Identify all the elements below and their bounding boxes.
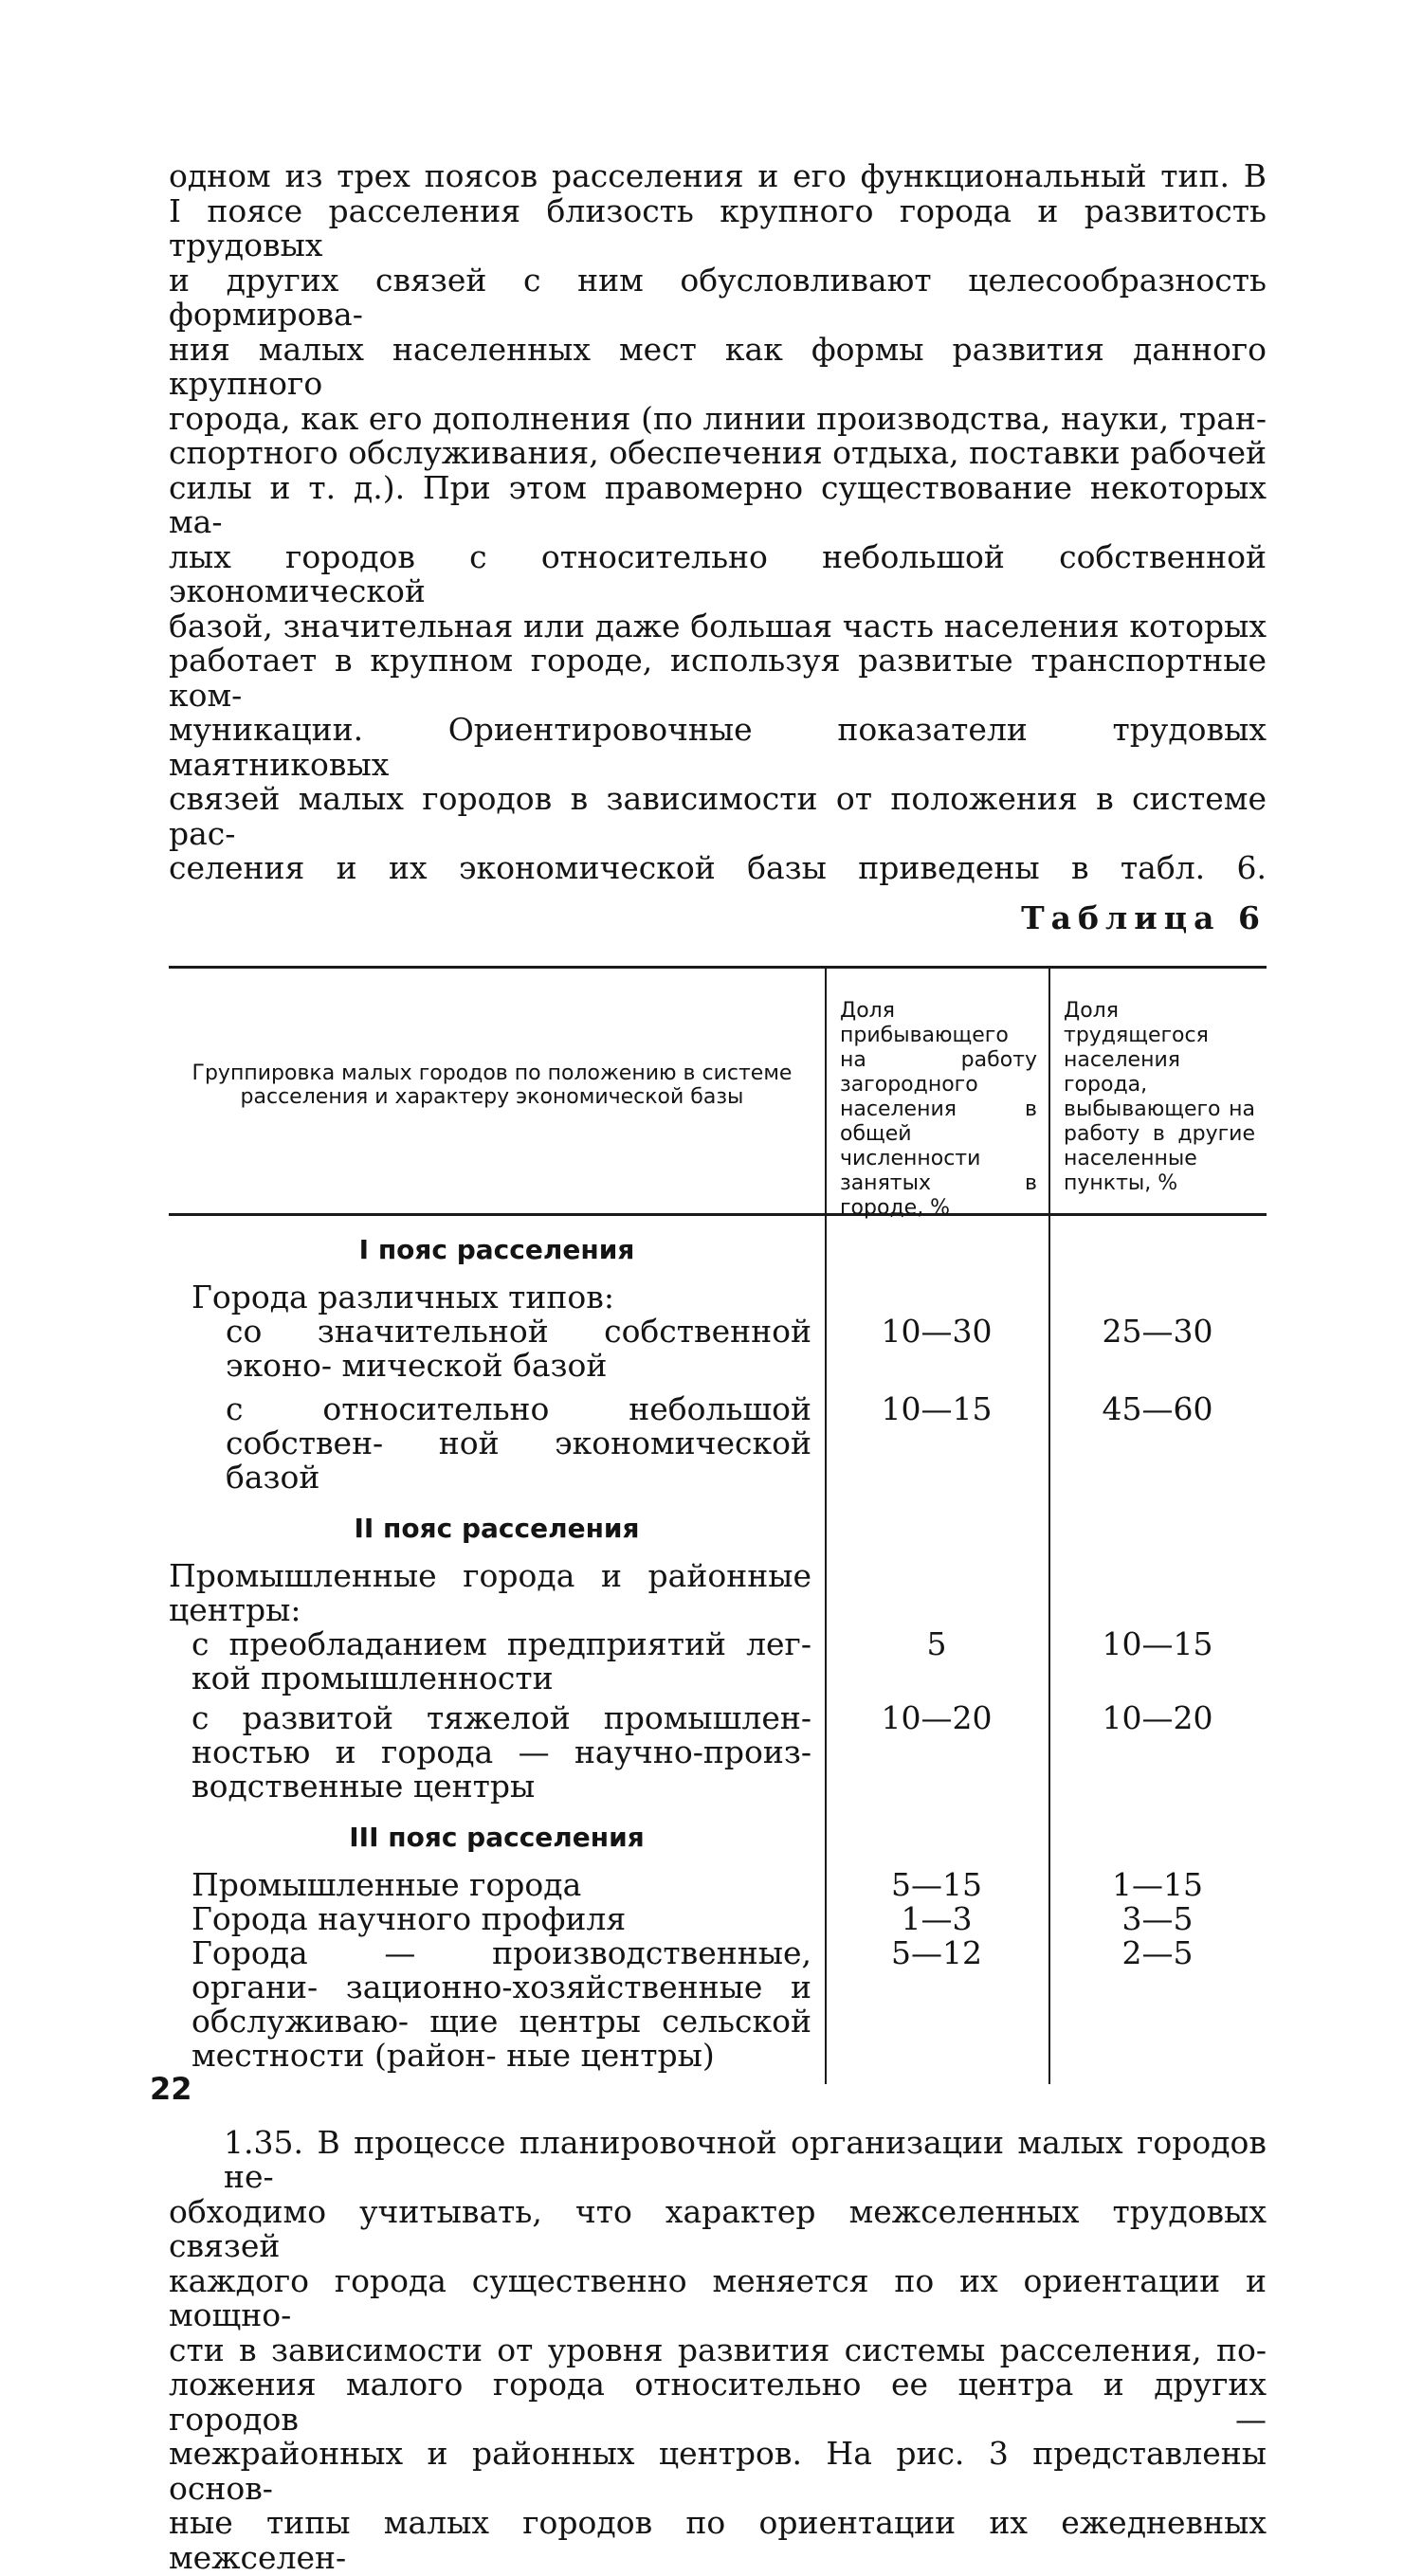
row-label: с относительно небольшой собствен- ной экономической базой bbox=[226, 1389, 811, 1496]
belt-heading-row bbox=[169, 1495, 1267, 1559]
text-line: ложения малого города относительно ее центра и других городов — bbox=[169, 2366, 1267, 2438]
text-line: сти в зависимости от уровня развития системы расселения, по- bbox=[169, 2331, 1267, 2368]
text-line: обходимо учитывать, что характер межселенных трудовых связей bbox=[169, 2192, 1267, 2264]
group-row bbox=[169, 1556, 1267, 1628]
table-row bbox=[169, 1389, 1267, 1496]
text-line: лых городов с относительно небольшой собственной экономической bbox=[169, 537, 1267, 609]
belt-heading: I пояс расселения bbox=[358, 1233, 635, 1265]
row-label: Города научного профиля bbox=[191, 1899, 627, 1937]
table-label: Таблица 6 bbox=[1021, 898, 1267, 936]
text-line: и других связей с ним обусловливают целесообразность формирова- bbox=[169, 261, 1267, 333]
outgoing-value: 25—30 bbox=[1102, 1312, 1213, 1350]
header-incoming-share: Доля прибывающего на работу загородного населения в общей численности занятых в городе, % bbox=[825, 969, 1048, 1213]
header-grouping: Группировка малых городов по положению в системе расселения и характеру экономической базы bbox=[191, 1061, 793, 1109]
incoming-value: 5—12 bbox=[891, 1933, 982, 1971]
text-line: ния малых населенных мест как формы развития данного крупного bbox=[169, 330, 1267, 402]
header-outgoing-share: Доля трудящегося населения города, выбывающего на работу в другие населенные пункты, % bbox=[1048, 969, 1267, 1213]
table-header bbox=[169, 969, 1267, 1220]
outgoing-value: 1—15 bbox=[1112, 1865, 1203, 1903]
row-label: с преобладанием предприятий лег- кой промышленности bbox=[191, 1624, 811, 1696]
row-label: Города — производственные, органи- зационно-хозяйственные и обслуживаю- щие центры сельской местности (район- ные центры) bbox=[191, 1933, 811, 2074]
outgoing-value: 10—15 bbox=[1102, 1624, 1213, 1662]
table-row bbox=[169, 1312, 1267, 1384]
outgoing-value: 3—5 bbox=[1121, 1899, 1194, 1937]
text-line: I поясе расселения близость крупного города и развитость трудовых bbox=[169, 191, 1267, 263]
group-label: Города различных типов: bbox=[191, 1278, 614, 1315]
outgoing-value: 2—5 bbox=[1121, 1933, 1194, 1971]
text-line: межрайонных и районных центров. На рис. 3 представлены основ- bbox=[169, 2435, 1267, 2507]
text-line: одном из трех поясов расселения и его функциональный тип. В bbox=[169, 157, 1267, 194]
outgoing-value: 45—60 bbox=[1102, 1389, 1213, 1427]
text-line: города, как его дополнения (по линии производства, науки, тран- bbox=[169, 399, 1267, 437]
text-line: 1.35. В процессе планировочной организации малых городов не- bbox=[224, 2123, 1267, 2195]
table-row bbox=[169, 1698, 1267, 1805]
group-row bbox=[169, 1280, 1267, 1315]
incoming-value: 10—15 bbox=[881, 1389, 993, 1427]
belt-heading-row bbox=[169, 1804, 1267, 1868]
column-divider bbox=[825, 1216, 827, 2084]
group-label: Промышленные города и районные центры: bbox=[169, 1556, 811, 1628]
intro-paragraph bbox=[169, 159, 1267, 886]
outgoing-value: 10—20 bbox=[1102, 1698, 1213, 1736]
text-line: работает в крупном городе, используя развитые транспортные ком- bbox=[169, 642, 1267, 714]
text-line: спортного обслуживания, обеспечения отдыха, поставки рабочей bbox=[169, 434, 1267, 471]
belt-heading-row bbox=[169, 1216, 1267, 1280]
text-line: связей малых городов в зависимости от положения в системе рас- bbox=[169, 780, 1267, 852]
column-divider bbox=[1048, 1216, 1050, 2084]
incoming-value: 10—20 bbox=[881, 1698, 993, 1736]
data-table bbox=[169, 966, 1267, 2084]
page-body bbox=[169, 159, 1267, 2575]
table-body bbox=[169, 1216, 1267, 2084]
table-row bbox=[169, 1933, 1267, 2084]
incoming-value: 5—15 bbox=[891, 1865, 982, 1903]
table-row bbox=[169, 1865, 1267, 1903]
text-line: муникации. Ориентировочные показатели трудовых маятниковых bbox=[169, 711, 1267, 783]
row-label: с развитой тяжелой промышлен- ностью и города — научно-произ- водственные центры bbox=[191, 1698, 811, 1805]
text-line: селения и их экономической базы приведены в табл. 6. bbox=[169, 849, 1267, 886]
text-line: ные типы малых городов по ориентации их ежедневных межселен- bbox=[169, 2504, 1267, 2576]
incoming-value: 5 bbox=[926, 1624, 947, 1662]
table-row bbox=[169, 1899, 1267, 1937]
row-label: Промышленные города bbox=[191, 1865, 582, 1903]
incoming-value: 1—3 bbox=[901, 1899, 973, 1937]
table-row bbox=[169, 1624, 1267, 1696]
page-number: 22 bbox=[150, 2071, 192, 2107]
text-line: силы и т. д.). При этом правомерно существование некоторых ма- bbox=[169, 468, 1267, 540]
belt-heading: II пояс расселения bbox=[354, 1512, 640, 1544]
row-label: со значительной собственной эконо- мической базой bbox=[226, 1312, 811, 1384]
text-line: базой, значительная или даже большая часть населения которых bbox=[169, 607, 1267, 644]
belt-heading: III пояс расселения bbox=[349, 1821, 645, 1853]
section-1-35-paragraph bbox=[169, 2123, 1267, 2576]
incoming-value: 10—30 bbox=[881, 1312, 993, 1350]
text-line: каждого города существенно меняется по их ориентации и мощно- bbox=[169, 2261, 1267, 2333]
